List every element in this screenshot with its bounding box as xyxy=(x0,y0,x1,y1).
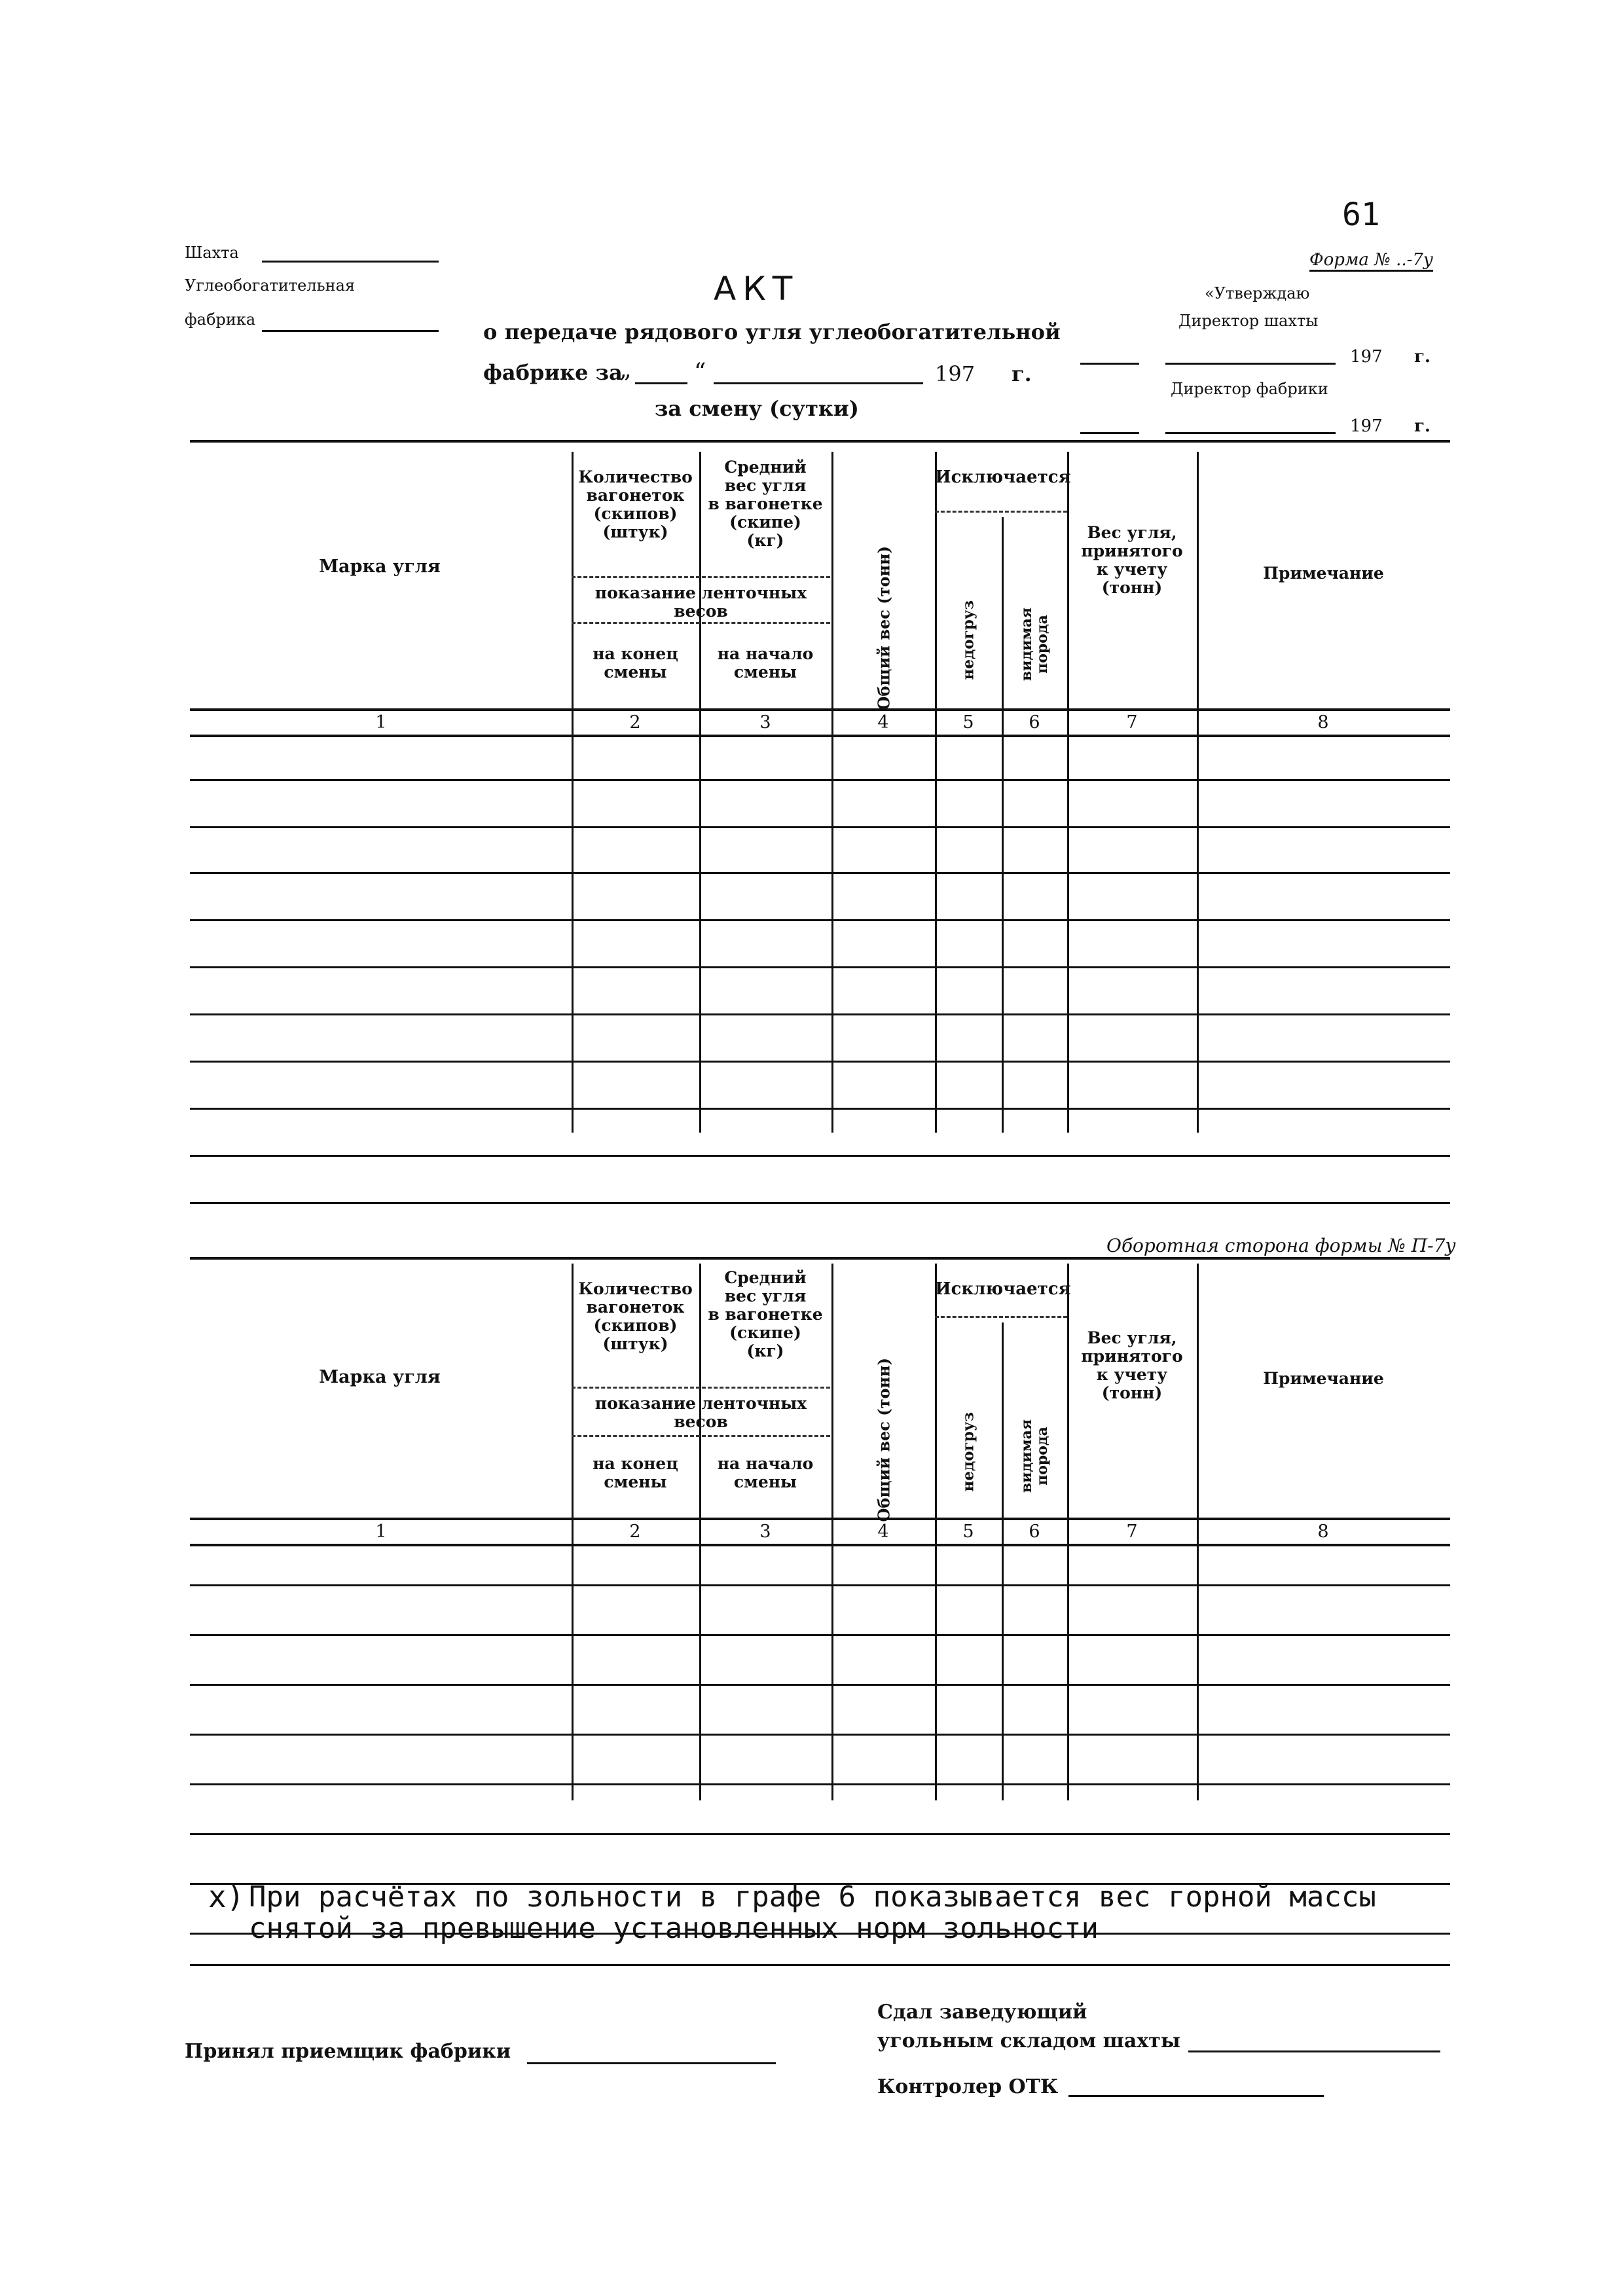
table-row xyxy=(190,1108,1450,1110)
hdr2-start-1: на начало xyxy=(717,1454,814,1473)
footnote-line-2: снятой за превышение установленных норм зольности xyxy=(249,1912,1099,1945)
table-row xyxy=(190,1155,1450,1157)
hdr-weight-1: Вес угля, xyxy=(1087,523,1177,542)
hdr-start-2: смены xyxy=(733,663,797,682)
table-row xyxy=(190,1634,1450,1636)
hdr2-count-2: вагонеток xyxy=(586,1298,685,1317)
quote-open: „ xyxy=(619,356,632,383)
hdr2-weight-1: Вес угля, xyxy=(1087,1328,1177,1347)
plant-label-2: фабрика xyxy=(185,310,256,329)
approve-label: «Утверждаю xyxy=(1205,284,1310,302)
col2-num-2: 2 xyxy=(629,1522,641,1542)
hdr2-note: Примечание xyxy=(1263,1369,1384,1388)
hdr-weight-3: к учету xyxy=(1096,560,1168,579)
hdr-avg-3: в вагонетке xyxy=(708,494,823,513)
hdr-scales xyxy=(572,584,830,621)
hdr2-end-1: на конец xyxy=(593,1454,678,1473)
col2-num-5: 5 xyxy=(962,1522,974,1542)
col-num-4: 4 xyxy=(877,712,889,733)
col2-num-3: 3 xyxy=(759,1522,771,1542)
title-line-2-prefix: фабрике за xyxy=(483,360,623,385)
table-row xyxy=(190,1013,1450,1015)
approval-month-2 xyxy=(1165,432,1336,434)
title-year: 197 xyxy=(935,361,976,386)
hdr2-total: Общий вес (тонн) xyxy=(874,1358,894,1522)
hdr2-start xyxy=(699,1455,831,1491)
controller-label: Контролер ОТК xyxy=(877,2075,1059,2098)
table-row xyxy=(190,1061,1450,1063)
title-line-1: о передаче рядового угля углеобогатительной xyxy=(483,319,1061,344)
col-num-2: 2 xyxy=(629,712,641,733)
hdr-weight-2: принятого xyxy=(1081,541,1183,560)
table-row xyxy=(190,872,1450,874)
director-shaft-label: Директор шахты xyxy=(1178,312,1319,330)
hdr2-avg-1: Средний xyxy=(724,1268,807,1287)
hdr-end-1: на конец xyxy=(593,644,678,663)
hdr2-avg-2: вес угля xyxy=(724,1286,807,1305)
hdr2-scales xyxy=(572,1394,830,1431)
hdr-avg-5: (кг) xyxy=(746,531,784,550)
hdr2-weight xyxy=(1067,1329,1197,1402)
footnote-marker: х) xyxy=(208,1879,245,1914)
hdr-mark: Марка угля xyxy=(319,556,441,577)
hdr2-avg-5: (кг) xyxy=(746,1341,784,1360)
hdr-weight xyxy=(1067,524,1197,597)
col-num-5: 5 xyxy=(962,712,974,733)
hdr-count xyxy=(572,468,699,541)
approval-year-suffix-2: г. xyxy=(1414,416,1431,436)
hdr2-scales-2: весов xyxy=(674,1412,728,1431)
table-row xyxy=(190,1684,1450,1686)
hdr-shortfall: недогруз xyxy=(959,600,977,680)
hdr-end-2: смены xyxy=(604,663,667,682)
title-year-suffix: г. xyxy=(1012,361,1032,386)
handed-field xyxy=(1188,2050,1440,2052)
hdr2-end xyxy=(572,1455,699,1491)
hdr2-count-1: Количество xyxy=(578,1279,693,1298)
col-num-7: 7 xyxy=(1126,712,1138,733)
date-month-field xyxy=(714,382,923,384)
col2-num-8: 8 xyxy=(1317,1522,1329,1542)
hdr-avg-4: (скипе) xyxy=(729,513,801,532)
hdr-weight-4: (тонн) xyxy=(1101,578,1163,597)
hdr-rock: видимая порода xyxy=(1018,607,1051,682)
table-row xyxy=(190,1783,1450,1785)
hdr-scales-1: показание ленточных xyxy=(594,583,807,602)
hdr2-weight-2: принятого xyxy=(1081,1347,1183,1366)
handed-label-1: Сдал заведующий xyxy=(877,2001,1087,2024)
table-row xyxy=(190,1584,1450,1586)
col-num-3: 3 xyxy=(759,712,771,733)
table-row xyxy=(190,1964,1450,1966)
hdr2-end-2: смены xyxy=(604,1472,667,1491)
approval-year-suffix-1: г. xyxy=(1414,347,1431,367)
hdr-start xyxy=(699,645,831,682)
hdr-start-1: на начало xyxy=(717,644,814,663)
plant-field xyxy=(262,330,439,332)
act-title: АКТ xyxy=(714,270,799,308)
form-number: Форма № ..-7у xyxy=(1309,250,1433,272)
hdr2-start-2: смены xyxy=(733,1472,797,1491)
title-line-3: за смену (сутки) xyxy=(655,396,859,421)
hdr2-weight-3: к учету xyxy=(1096,1365,1168,1384)
hdr-avg xyxy=(699,458,831,550)
table-row xyxy=(190,966,1450,968)
hdr-count-1: Количество xyxy=(578,467,693,486)
col-num-6: 6 xyxy=(1029,712,1040,733)
table-row xyxy=(190,1833,1450,1835)
reverse-side-label: Оборотная сторона формы № П-7у xyxy=(1106,1235,1456,1256)
table-row xyxy=(190,1202,1450,1204)
approval-year-2: 197 xyxy=(1350,416,1383,436)
hdr-total: Общий вес (тонн) xyxy=(874,546,894,710)
hdr-count-2: вагонеток xyxy=(586,486,685,505)
handed-label-2: угольным складом шахты xyxy=(877,2030,1180,2052)
hdr2-avg xyxy=(699,1269,831,1360)
hdr2-mark: Марка угля xyxy=(319,1367,441,1387)
col2-num-1: 1 xyxy=(375,1522,387,1542)
quote-close: “ xyxy=(694,359,706,386)
director-plant-label: Директор фабрики xyxy=(1171,380,1328,398)
hdr2-excluded: Исключается xyxy=(935,1279,1071,1299)
received-label: Принял приемщик фабрики xyxy=(185,2040,511,2063)
hdr2-shortfall: недогруз xyxy=(959,1412,977,1492)
hdr2-scales-1: показание ленточных xyxy=(594,1394,807,1413)
hdr2-count xyxy=(572,1280,699,1353)
col2-num-7: 7 xyxy=(1126,1522,1138,1542)
hdr2-count-3: (скипов) xyxy=(593,1316,678,1335)
approval-year-1: 197 xyxy=(1350,347,1383,367)
hdr-end xyxy=(572,645,699,682)
col-num-8: 8 xyxy=(1317,712,1329,733)
shaft-label: Шахта xyxy=(185,244,239,262)
hdr-count-4: (штук) xyxy=(602,522,668,541)
hdr-note: Примечание xyxy=(1263,564,1384,583)
approval-day-2 xyxy=(1080,432,1139,434)
hdr-avg-2: вес угля xyxy=(724,476,807,495)
hdr2-rock: видимая порода xyxy=(1018,1419,1051,1493)
table-row xyxy=(190,1734,1450,1736)
plant-label-1: Углеобогатительная xyxy=(185,276,356,295)
hdr2-avg-3: в вагонетке xyxy=(708,1305,823,1324)
table-row xyxy=(190,826,1450,828)
hdr2-weight-4: (тонн) xyxy=(1101,1383,1163,1402)
hdr-count-3: (скипов) xyxy=(593,504,678,523)
footnote-line-1: При расчётах по зольности в графе 6 показывается вес горной массы xyxy=(249,1880,1376,1914)
hdr-avg-1: Средний xyxy=(724,458,807,477)
hdr-scales-2: весов xyxy=(674,602,728,621)
shaft-field xyxy=(262,261,439,263)
table-row xyxy=(190,919,1450,921)
received-field xyxy=(527,2062,776,2064)
date-day-field xyxy=(635,382,687,384)
col2-num-4: 4 xyxy=(877,1522,889,1542)
hdr-excluded: Исключается xyxy=(935,467,1071,487)
hdr2-avg-4: (скипе) xyxy=(729,1323,801,1342)
table-row xyxy=(190,779,1450,781)
page-number: 61 xyxy=(1342,196,1380,233)
hdr2-count-4: (штук) xyxy=(602,1334,668,1353)
controller-field xyxy=(1068,2095,1324,2097)
approval-month-1 xyxy=(1165,363,1336,365)
col-num-1: 1 xyxy=(375,712,387,733)
approval-day-1 xyxy=(1080,363,1139,365)
col2-num-6: 6 xyxy=(1029,1522,1040,1542)
